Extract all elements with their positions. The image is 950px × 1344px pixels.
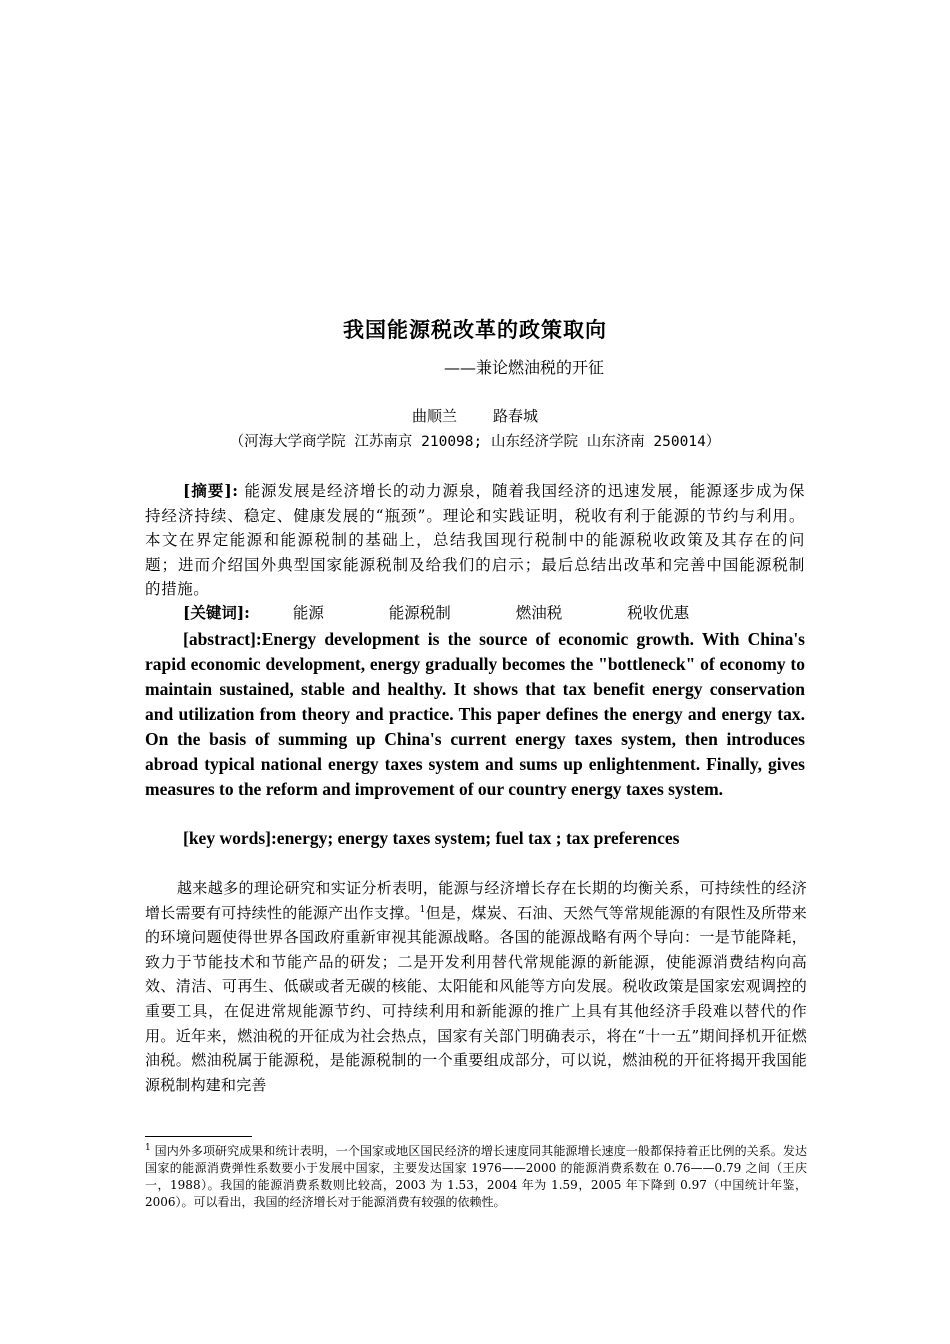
keywords-chinese <box>145 601 805 626</box>
keywords-label: [关键词]: <box>183 603 250 622</box>
body-text-part: 越来越多的理论研究和实证分析表明，能源与经济增长存在长期的均衡关系，可持续性的经济增长需要有可持续性的能源产出作支撑。 <box>145 879 807 922</box>
abstract-chinese <box>145 479 805 602</box>
author-affiliation: （河海大学商学院 江苏南京 210098; 山东经济学院 山东济南 250014） <box>229 434 721 450</box>
footnote-number: 1 <box>145 1143 151 1153</box>
keywords-english: [key words]:energy; energy taxes system; fuel tax ; tax preferences <box>183 828 680 848</box>
keyword-term: 能源 <box>292 604 324 622</box>
author-names: 曲顺兰 路春城 <box>411 407 539 425</box>
abstract-label: [摘要]: <box>183 481 239 500</box>
footnote-text: 国内外多项研究成果和统计表明，一个国家或地区国民经济的增长速度同其能源增长速度一般都保持着正比例的关系。发达国家的能源消费弹性系数要小于发展中国家，主要发达国家 1976——2000 的能源消费系数在 0.76——0.79 之间（王庆一，1988）。我国的能源消费系数则比较高，2003 为 1.53，2004 年为 1.59，2005 年下降到 0.97（中国统计年鉴，2006）。可以看出，我国的经济增长对于能源消费有较强的依赖性。 <box>145 1144 807 1209</box>
footnote-reference[interactable]: 1 <box>419 904 426 915</box>
abstract-text: 能源发展是经济增长的动力源泉，随着我国经济的迅速发展，能源逐步成为保持经济持续、稳定、健康发展的“瓶颈”。理论和实践证明，税收有利于能源的节约与利用。本文在界定能源和能源税制的基础上，总结我国现行税制中的能源税收政策及其存在的问题；进而介绍国外典型国家能源税制及给我们的启示；最后总结出改革和完善中国能源税制的措施。 <box>145 482 806 598</box>
keyword-term: 燃油税 <box>515 604 563 622</box>
keyword-term: 能源税制 <box>388 604 451 622</box>
footnote <box>145 1143 807 1211</box>
body-text-part: 但是，煤炭、石油、天然气等常规能源的有限性及所带来的环境问题使得世界各国政府重新审视其能源战略。各国的能源战略有两个导向：一是节能降耗，致力于节能技术和节能产品的研发；二是开发利用替代常规能源的新能源，使能源消费结构向高效、清洁、可再生、低碳或者无碳的核能、太阳能和风能等方向发展。税收政策是国家宏观调控的重要工具，在促进常规能源节约、可持续利用和新能源的推广上具有其他经济手段难以替代的作用。近年来，燃油税的开征成为社会热点，国家有关部门明确表示，将在“十一五”期间择机开征燃油税。燃油税属于能源税，是能源税制的一个重要组成部分，可以说，燃油税的开征将揭开我国能源税制构建和完善 <box>145 903 807 1094</box>
paper-subtitle: ——兼论燃油税的开征 <box>444 358 605 377</box>
paper-title: 我国能源税改革的政策取向 <box>343 318 607 342</box>
abstract-english: [abstract]:Energy development is the source of economic growth. With China's rapid economic development, energy gradually becomes the "bottleneck" of economy to maintain sustained, stable and healthy. It shows that tax benefit energy conservation and utilization from theory and practice. This paper defines the energy and energy tax. On the basis of summing up China's current energy taxes system, then introduces abroad typical national energy taxes system and sums up enlightenment. Finally, gives measures to the reform and improvement of our country energy taxes system. <box>145 629 805 799</box>
footnote-divider <box>145 1136 252 1137</box>
body-paragraph <box>145 876 807 1097</box>
keyword-term: 税收优惠 <box>627 604 690 622</box>
